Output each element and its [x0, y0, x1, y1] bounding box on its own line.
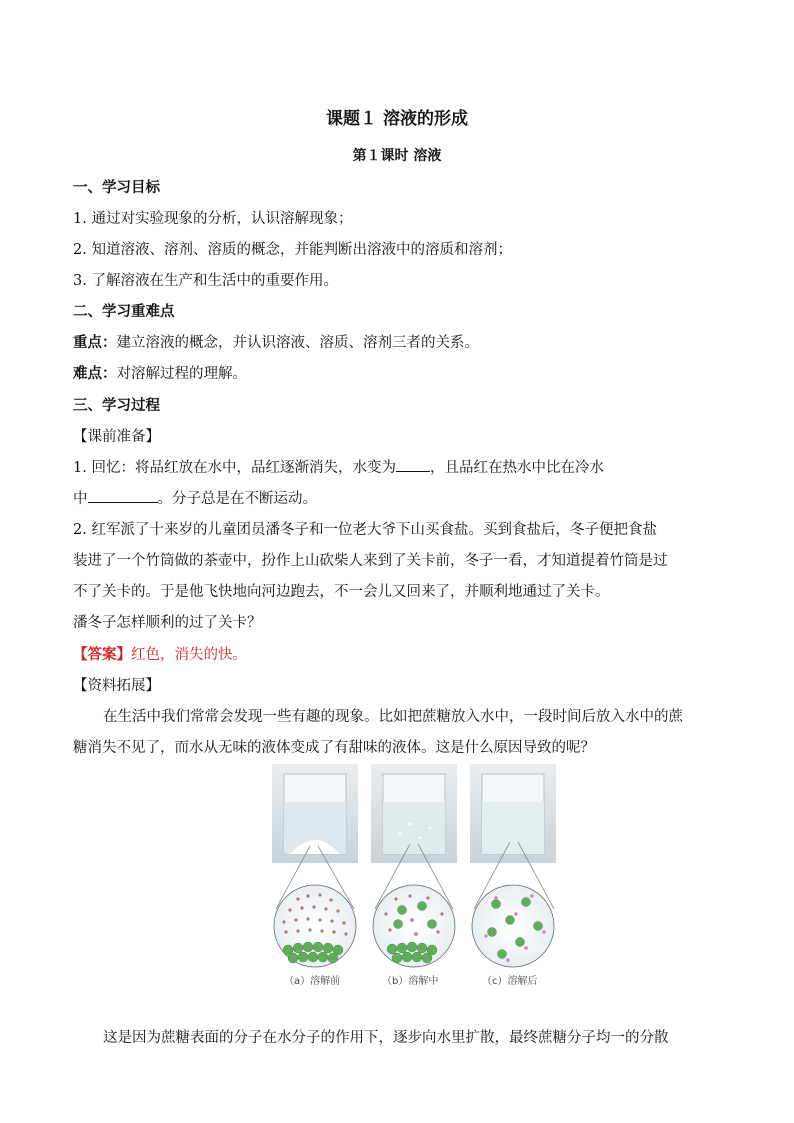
- objective-item: 3. 了解溶液在生产和生活中的重要作用。: [73, 273, 338, 289]
- prep-label: 【课前准备】: [73, 429, 160, 445]
- key-point-text: 建立溶液的概念，并认识溶液、溶质、溶剂三者的关系。: [116, 335, 479, 351]
- answer-text: 红色，消失的快。: [131, 647, 247, 663]
- objective-item: 1. 通过对实验现象的分析，认识溶解现象；: [73, 211, 353, 227]
- difficult-point-text: 对溶解过程的理解。: [116, 366, 247, 382]
- beaker-photo-before: [272, 764, 358, 863]
- question-1-text: 1. 回忆：将品红放在水中，品红逐渐消失，水变为: [73, 460, 396, 476]
- difficult-point-label: 难点：: [73, 366, 117, 382]
- question-2-line: 装进了一个竹筒做的茶壶中，扮作上山砍柴人来到了关卡前，冬子一看，才知道提着竹筒是过: [73, 553, 668, 569]
- figure-caption: （c）溶解后: [482, 976, 538, 987]
- figure-caption: （b）溶解中: [382, 976, 439, 987]
- key-point-label: 重点：: [73, 335, 117, 351]
- page-title: 课题１ 溶液的形成: [326, 109, 468, 129]
- section-heading-keypoints: 二、学习重难点: [73, 304, 175, 320]
- question-2-line: 2. 红军派了十来岁的儿童团员潘冬子和一位老大爷下山买食盐。买到食盐后，冬子便把食盐: [73, 522, 657, 538]
- section-heading-process: 三、学习过程: [73, 398, 160, 414]
- question-2-line: 不了关卡的。于是他飞快地向河边跑去，不一会儿又回来了，并顺利地通过了关卡。: [73, 584, 610, 600]
- question-2-prompt: 潘冬子怎样顺利的过了关卡？: [73, 615, 262, 631]
- final-paragraph-line: 这是因为蔗糖表面的分子在水分子的作用下，逐步向水里扩散，最终蔗糖分子均一的分散: [103, 1030, 669, 1046]
- key-point: [73, 331, 479, 352]
- answer-blank: [396, 457, 430, 472]
- extension-paragraph-line: 在生活中我们常常会发现一些有趣的现象。比如把蔗糖放入水中，一段时间后放入水中的蔗: [103, 709, 683, 725]
- question-1-text: ，且品红在热水中比在冷水: [429, 460, 604, 476]
- answer: [73, 643, 247, 664]
- difficult-point: [73, 362, 247, 383]
- molecule-circle-before: [274, 885, 356, 967]
- extension-paragraph-line: 糖消失不见了，而水从无味的液体变成了有甜味的液体。这是什么原因导致的呢？: [73, 740, 595, 756]
- question-1-text: 中: [73, 491, 88, 507]
- figure-caption: （a）溶解前: [284, 976, 341, 987]
- objective-item: 2. 知道溶液、溶剂、溶质的概念，并能判断出溶液中的溶质和溶剂；: [73, 242, 512, 258]
- answer-label: 【答案】: [73, 647, 131, 663]
- molecule-circle-after: [472, 885, 554, 967]
- extension-label: 【资料拓展】: [73, 678, 160, 694]
- section-heading-objectives: 一、学习目标: [73, 180, 160, 196]
- question-1-cont: [73, 487, 317, 508]
- lesson-subtitle: 第１课时 溶液: [352, 148, 442, 164]
- question-1-text: 。分子总是在不断运动。: [157, 491, 317, 507]
- molecule-circle-during: [373, 885, 455, 967]
- beaker-photo-during: [371, 764, 457, 863]
- beaker-photo-after: [470, 764, 556, 863]
- question-1: [73, 456, 604, 477]
- answer-blank: [88, 488, 158, 503]
- dissolving-figure: [270, 764, 558, 992]
